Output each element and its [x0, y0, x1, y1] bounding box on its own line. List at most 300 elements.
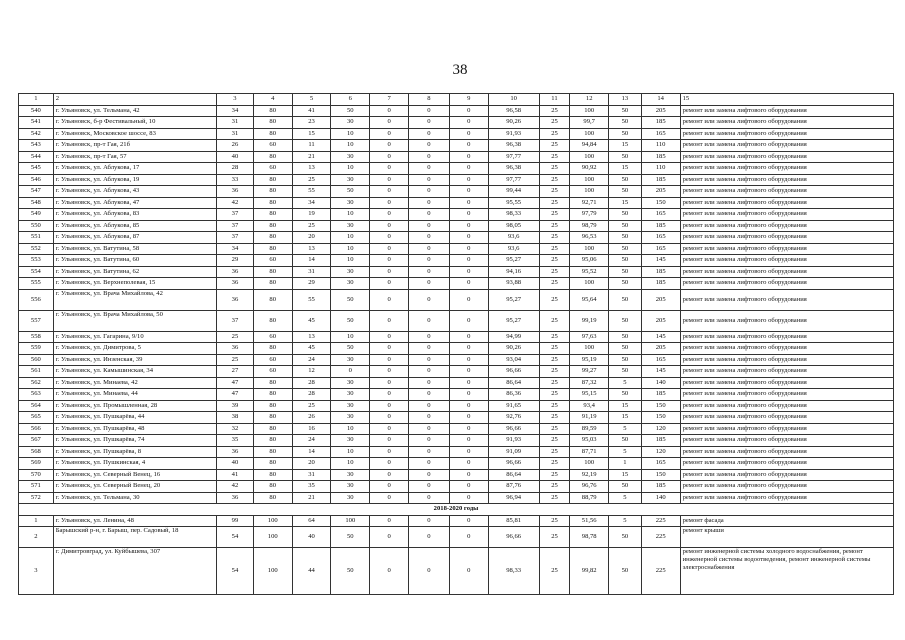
- cell-col-11: 25: [539, 469, 570, 481]
- cell-col-1: 546: [19, 174, 54, 186]
- cell-col-4: 60: [253, 354, 292, 366]
- cell-col-13: 5: [609, 423, 642, 435]
- cell-col-5: 55: [292, 186, 331, 198]
- cell-col-2: г. Ульяновск, ул. Минаева, 44: [53, 389, 216, 401]
- cell-col-13: 15: [609, 197, 642, 209]
- header-col-12: 12: [570, 94, 609, 106]
- cell-col-14: 145: [641, 255, 680, 267]
- cell-col-15: ремонт или замена лифтового оборудования: [680, 423, 893, 435]
- cell-col-11: 25: [539, 423, 570, 435]
- cell-col-1: 564: [19, 400, 54, 412]
- cell-col-15: ремонт или замена лифтового оборудования: [680, 163, 893, 175]
- cell-col-8: 0: [409, 481, 450, 493]
- cell-col-3: 25: [217, 354, 254, 366]
- cell-col-8: 0: [409, 232, 450, 244]
- table-header-row: [19, 94, 894, 106]
- cell-col-6: 50: [331, 310, 370, 331]
- cell-col-5: 26: [292, 412, 331, 424]
- cell-col-8: 0: [409, 289, 450, 310]
- cell-col-12: 51,56: [570, 515, 609, 527]
- cell-col-7: 0: [370, 117, 409, 129]
- cell-col-3: 28: [217, 163, 254, 175]
- cell-col-7: 0: [370, 400, 409, 412]
- cell-col-15: ремонт или замена лифтового оборудования: [680, 331, 893, 343]
- cell-col-8: 0: [409, 492, 450, 504]
- cell-col-14: 165: [641, 128, 680, 140]
- cell-col-5: 21: [292, 151, 331, 163]
- cell-col-7: 0: [370, 331, 409, 343]
- cell-col-2: г. Ульяновск, ул. Аблукова, 85: [53, 220, 216, 232]
- cell-col-1: 556: [19, 289, 54, 310]
- table-row: [19, 243, 894, 255]
- cell-col-5: 28: [292, 377, 331, 389]
- cell-col-2: г. Ульяновск, ул. Тельмана, 30: [53, 492, 216, 504]
- cell-col-5: 25: [292, 174, 331, 186]
- cell-col-3: 42: [217, 481, 254, 493]
- cell-col-12: 92,19: [570, 469, 609, 481]
- cell-col-15: ремонт или замена лифтового оборудования: [680, 117, 893, 129]
- table-row: [19, 354, 894, 366]
- cell-col-5: 24: [292, 354, 331, 366]
- cell-col-15: ремонт или замена лифтового оборудования: [680, 435, 893, 447]
- cell-col-15: ремонт крыши: [680, 527, 893, 548]
- cell-col-7: 0: [370, 481, 409, 493]
- cell-col-4: 60: [253, 331, 292, 343]
- cell-col-11: 25: [539, 310, 570, 331]
- cell-col-10: 96,58: [488, 105, 539, 117]
- cell-col-10: 98,05: [488, 220, 539, 232]
- cell-col-15: ремонт или замена лифтового оборудования: [680, 289, 893, 310]
- cell-col-4: 80: [253, 174, 292, 186]
- table-row: [19, 548, 894, 595]
- cell-col-10: 99,44: [488, 186, 539, 198]
- cell-col-13: 5: [609, 492, 642, 504]
- cell-col-9: 0: [449, 310, 488, 331]
- table-row: [19, 151, 894, 163]
- cell-col-9: 0: [449, 492, 488, 504]
- table-row: [19, 446, 894, 458]
- table-row: [19, 527, 894, 548]
- cell-col-15: ремонт или замена лифтового оборудования: [680, 400, 893, 412]
- cell-col-8: 0: [409, 243, 450, 255]
- cell-col-1: 568: [19, 446, 54, 458]
- cell-col-14: 185: [641, 389, 680, 401]
- cell-col-11: 25: [539, 515, 570, 527]
- cell-col-11: 25: [539, 354, 570, 366]
- cell-col-7: 0: [370, 151, 409, 163]
- cell-col-6: 0: [331, 366, 370, 378]
- cell-col-9: 0: [449, 278, 488, 290]
- cell-col-12: 95,52: [570, 266, 609, 278]
- cell-col-4: 80: [253, 389, 292, 401]
- cell-col-13: 5: [609, 377, 642, 389]
- cell-col-7: 0: [370, 186, 409, 198]
- cell-col-5: 55: [292, 289, 331, 310]
- cell-col-8: 0: [409, 163, 450, 175]
- cell-col-1: 553: [19, 255, 54, 267]
- cell-col-5: 20: [292, 458, 331, 470]
- cell-col-12: 99,27: [570, 366, 609, 378]
- cell-col-4: 80: [253, 469, 292, 481]
- cell-col-9: 0: [449, 140, 488, 152]
- cell-col-11: 25: [539, 105, 570, 117]
- cell-col-14: 110: [641, 140, 680, 152]
- cell-col-3: 34: [217, 105, 254, 117]
- cell-col-3: 36: [217, 278, 254, 290]
- cell-col-9: 0: [449, 105, 488, 117]
- cell-col-9: 0: [449, 548, 488, 595]
- cell-col-2: г. Ульяновск, б-р Фестивальный, 10: [53, 117, 216, 129]
- cell-col-11: 25: [539, 151, 570, 163]
- cell-col-12: 100: [570, 343, 609, 355]
- cell-col-1: 545: [19, 163, 54, 175]
- cell-col-11: 25: [539, 548, 570, 595]
- cell-col-6: 30: [331, 354, 370, 366]
- cell-col-11: 25: [539, 446, 570, 458]
- cell-col-2: г. Димитровград, ул. Куйбышева, 307: [53, 548, 216, 595]
- cell-col-8: 0: [409, 186, 450, 198]
- cell-col-12: 91,19: [570, 412, 609, 424]
- cell-col-13: 5: [609, 446, 642, 458]
- cell-col-13: 50: [609, 527, 642, 548]
- cell-col-2: г. Ульяновск, ул. Врача Михайлова, 42: [53, 289, 216, 310]
- cell-col-13: 50: [609, 289, 642, 310]
- cell-col-9: 0: [449, 289, 488, 310]
- cell-col-1: 551: [19, 232, 54, 244]
- cell-col-12: 100: [570, 128, 609, 140]
- cell-col-2: г. Ульяновск, пр-т Гая, 57: [53, 151, 216, 163]
- cell-col-8: 0: [409, 117, 450, 129]
- table-row: [19, 469, 894, 481]
- cell-col-2: г. Ульяновск, ул. Ватутина, 58: [53, 243, 216, 255]
- cell-col-14: 150: [641, 412, 680, 424]
- cell-col-8: 0: [409, 400, 450, 412]
- cell-col-4: 100: [253, 527, 292, 548]
- cell-col-12: 97,79: [570, 209, 609, 221]
- cell-col-14: 185: [641, 151, 680, 163]
- cell-col-12: 90,92: [570, 163, 609, 175]
- cell-col-13: 15: [609, 163, 642, 175]
- cell-col-6: 10: [331, 255, 370, 267]
- cell-col-5: 25: [292, 400, 331, 412]
- cell-col-1: 569: [19, 458, 54, 470]
- cell-col-2: г. Ульяновск, Московское шоссе, 83: [53, 128, 216, 140]
- table-row: [19, 186, 894, 198]
- cell-col-14: 150: [641, 469, 680, 481]
- table-row: [19, 435, 894, 447]
- cell-col-7: 0: [370, 266, 409, 278]
- cell-col-1: 549: [19, 209, 54, 221]
- cell-col-14: 185: [641, 278, 680, 290]
- cell-col-7: 0: [370, 174, 409, 186]
- cell-col-5: 24: [292, 435, 331, 447]
- cell-col-10: 98,33: [488, 548, 539, 595]
- cell-col-3: 31: [217, 128, 254, 140]
- cell-col-4: 80: [253, 435, 292, 447]
- cell-col-4: 80: [253, 243, 292, 255]
- cell-col-1: 550: [19, 220, 54, 232]
- header-col-9: 9: [449, 94, 488, 106]
- cell-col-13: 50: [609, 255, 642, 267]
- cell-col-3: 36: [217, 492, 254, 504]
- cell-col-10: 86,36: [488, 389, 539, 401]
- cell-col-2: г. Ульяновск, ул. Ватутина, 62: [53, 266, 216, 278]
- cell-col-8: 0: [409, 220, 450, 232]
- cell-col-7: 0: [370, 105, 409, 117]
- table-row: [19, 105, 894, 117]
- cell-col-14: 165: [641, 209, 680, 221]
- cell-col-3: 99: [217, 515, 254, 527]
- cell-col-6: 30: [331, 435, 370, 447]
- cell-col-5: 44: [292, 548, 331, 595]
- cell-col-9: 0: [449, 343, 488, 355]
- cell-col-10: 96,66: [488, 458, 539, 470]
- cell-col-9: 0: [449, 354, 488, 366]
- cell-col-3: 40: [217, 151, 254, 163]
- cell-col-11: 25: [539, 117, 570, 129]
- cell-col-11: 25: [539, 289, 570, 310]
- cell-col-2: г. Ульяновск, ул. Пушкарёва, 48: [53, 423, 216, 435]
- cell-col-14: 225: [641, 527, 680, 548]
- cell-col-12: 96,76: [570, 481, 609, 493]
- cell-col-3: 40: [217, 458, 254, 470]
- cell-col-4: 60: [253, 163, 292, 175]
- cell-col-11: 25: [539, 527, 570, 548]
- cell-col-7: 0: [370, 209, 409, 221]
- cell-col-2: г. Ульяновск, ул. Аблукова, 47: [53, 197, 216, 209]
- cell-col-3: 42: [217, 197, 254, 209]
- cell-col-12: 100: [570, 174, 609, 186]
- cell-col-14: 165: [641, 458, 680, 470]
- cell-col-11: 25: [539, 209, 570, 221]
- cell-col-4: 80: [253, 412, 292, 424]
- cell-col-12: 99,19: [570, 310, 609, 331]
- table-row: [19, 423, 894, 435]
- cell-col-14: 165: [641, 232, 680, 244]
- cell-col-13: 15: [609, 140, 642, 152]
- cell-col-5: 28: [292, 389, 331, 401]
- cell-col-15: ремонт или замена лифтового оборудования: [680, 366, 893, 378]
- cell-col-5: 29: [292, 278, 331, 290]
- cell-col-6: 10: [331, 232, 370, 244]
- cell-col-14: 205: [641, 289, 680, 310]
- cell-col-5: 19: [292, 209, 331, 221]
- header-col-5: 5: [292, 94, 331, 106]
- cell-col-13: 50: [609, 310, 642, 331]
- cell-col-12: 98,79: [570, 220, 609, 232]
- cell-col-9: 0: [449, 151, 488, 163]
- cell-col-3: 35: [217, 435, 254, 447]
- table-row: [19, 174, 894, 186]
- cell-col-7: 0: [370, 377, 409, 389]
- cell-col-10: 96,94: [488, 492, 539, 504]
- cell-col-1: 543: [19, 140, 54, 152]
- cell-col-8: 0: [409, 310, 450, 331]
- cell-col-14: 140: [641, 492, 680, 504]
- cell-col-15: ремонт или замена лифтового оборудования: [680, 266, 893, 278]
- cell-col-7: 0: [370, 197, 409, 209]
- cell-col-3: 31: [217, 117, 254, 129]
- cell-col-12: 100: [570, 243, 609, 255]
- cell-col-9: 0: [449, 232, 488, 244]
- table-row: [19, 220, 894, 232]
- header-col-4: 4: [253, 94, 292, 106]
- cell-col-4: 80: [253, 266, 292, 278]
- cell-col-11: 25: [539, 377, 570, 389]
- cell-col-1: 554: [19, 266, 54, 278]
- cell-col-8: 0: [409, 458, 450, 470]
- cell-col-9: 0: [449, 389, 488, 401]
- cell-col-13: 50: [609, 435, 642, 447]
- cell-col-4: 80: [253, 458, 292, 470]
- cell-col-7: 0: [370, 163, 409, 175]
- cell-col-6: 10: [331, 209, 370, 221]
- cell-col-8: 0: [409, 140, 450, 152]
- cell-col-4: 80: [253, 289, 292, 310]
- cell-col-4: 60: [253, 140, 292, 152]
- cell-col-5: 20: [292, 232, 331, 244]
- table-row: [19, 377, 894, 389]
- cell-col-8: 0: [409, 331, 450, 343]
- cell-col-10: 92,76: [488, 412, 539, 424]
- cell-col-14: 205: [641, 343, 680, 355]
- cell-col-1: 1: [19, 515, 54, 527]
- cell-col-11: 25: [539, 412, 570, 424]
- cell-col-10: 91,93: [488, 128, 539, 140]
- cell-col-4: 60: [253, 366, 292, 378]
- cell-col-6: 30: [331, 151, 370, 163]
- table-row: [19, 289, 894, 310]
- cell-col-10: 91,93: [488, 435, 539, 447]
- cell-col-5: 64: [292, 515, 331, 527]
- cell-col-10: 96,38: [488, 140, 539, 152]
- cell-col-6: 30: [331, 174, 370, 186]
- cell-col-14: 145: [641, 366, 680, 378]
- cell-col-12: 92,71: [570, 197, 609, 209]
- header-col-14: 14: [641, 94, 680, 106]
- cell-col-14: 205: [641, 310, 680, 331]
- cell-col-12: 96,53: [570, 232, 609, 244]
- cell-col-12: 95,15: [570, 389, 609, 401]
- cell-col-5: 16: [292, 423, 331, 435]
- cell-col-11: 25: [539, 128, 570, 140]
- cell-col-4: 80: [253, 400, 292, 412]
- cell-col-10: 96,66: [488, 527, 539, 548]
- cell-col-10: 90,26: [488, 117, 539, 129]
- cell-col-11: 25: [539, 186, 570, 198]
- cell-col-8: 0: [409, 366, 450, 378]
- cell-col-10: 93,6: [488, 232, 539, 244]
- cell-col-7: 0: [370, 515, 409, 527]
- cell-col-6: 50: [331, 527, 370, 548]
- cell-col-5: 34: [292, 197, 331, 209]
- cell-col-14: 205: [641, 186, 680, 198]
- cell-col-7: 0: [370, 243, 409, 255]
- cell-col-6: 10: [331, 423, 370, 435]
- cell-col-11: 25: [539, 174, 570, 186]
- cell-col-1: 572: [19, 492, 54, 504]
- cell-col-8: 0: [409, 527, 450, 548]
- cell-col-6: 10: [331, 458, 370, 470]
- cell-col-8: 0: [409, 469, 450, 481]
- cell-col-3: 37: [217, 232, 254, 244]
- header-col-1: 1: [19, 94, 54, 106]
- cell-col-5: 31: [292, 469, 331, 481]
- cell-col-7: 0: [370, 366, 409, 378]
- cell-col-2: г. Ульяновск, ул. Пушкарёва, 8: [53, 446, 216, 458]
- cell-col-11: 25: [539, 458, 570, 470]
- cell-col-7: 0: [370, 446, 409, 458]
- cell-col-6: 30: [331, 469, 370, 481]
- cell-col-9: 0: [449, 174, 488, 186]
- cell-col-1: 560: [19, 354, 54, 366]
- cell-col-1: 548: [19, 197, 54, 209]
- cell-col-8: 0: [409, 105, 450, 117]
- cell-col-9: 0: [449, 117, 488, 129]
- cell-col-9: 0: [449, 481, 488, 493]
- table-row: [19, 232, 894, 244]
- cell-col-13: 50: [609, 174, 642, 186]
- cell-col-4: 80: [253, 151, 292, 163]
- cell-col-5: 41: [292, 105, 331, 117]
- cell-col-7: 0: [370, 289, 409, 310]
- cell-col-6: 30: [331, 220, 370, 232]
- cell-col-15: ремонт или замена лифтового оборудования: [680, 105, 893, 117]
- cell-col-11: 25: [539, 400, 570, 412]
- cell-col-13: 50: [609, 548, 642, 595]
- cell-col-10: 90,26: [488, 343, 539, 355]
- cell-col-8: 0: [409, 174, 450, 186]
- cell-col-5: 12: [292, 366, 331, 378]
- header-col-13: 13: [609, 94, 642, 106]
- cell-col-3: 29: [217, 255, 254, 267]
- cell-col-12: 89,59: [570, 423, 609, 435]
- cell-col-3: 26: [217, 140, 254, 152]
- cell-col-15: ремонт инженерной системы холодного водоснабжения, ремонт инженерной системы водоотведения, ремонт инженерной системы электроснабжения: [680, 548, 893, 595]
- cell-col-10: 95,27: [488, 289, 539, 310]
- cell-col-6: 50: [331, 105, 370, 117]
- header-col-11: 11: [539, 94, 570, 106]
- cell-col-4: 80: [253, 220, 292, 232]
- table-row: [19, 366, 894, 378]
- cell-col-14: 110: [641, 163, 680, 175]
- cell-col-7: 0: [370, 128, 409, 140]
- table-row: [19, 515, 894, 527]
- cell-col-7: 0: [370, 458, 409, 470]
- cell-col-4: 80: [253, 446, 292, 458]
- cell-col-14: 225: [641, 548, 680, 595]
- cell-col-8: 0: [409, 412, 450, 424]
- cell-col-3: 41: [217, 469, 254, 481]
- cell-col-9: 0: [449, 163, 488, 175]
- table-row: [19, 458, 894, 470]
- cell-col-4: 80: [253, 278, 292, 290]
- table-row: [19, 255, 894, 267]
- cell-col-12: 88,79: [570, 492, 609, 504]
- cell-col-12: 100: [570, 105, 609, 117]
- cell-col-3: 36: [217, 446, 254, 458]
- cell-col-6: 10: [331, 163, 370, 175]
- cell-col-7: 0: [370, 548, 409, 595]
- cell-col-5: 45: [292, 343, 331, 355]
- cell-col-1: 563: [19, 389, 54, 401]
- cell-col-1: 562: [19, 377, 54, 389]
- cell-col-7: 0: [370, 469, 409, 481]
- cell-col-8: 0: [409, 266, 450, 278]
- cell-col-8: 0: [409, 128, 450, 140]
- cell-col-12: 95,06: [570, 255, 609, 267]
- cell-col-6: 30: [331, 266, 370, 278]
